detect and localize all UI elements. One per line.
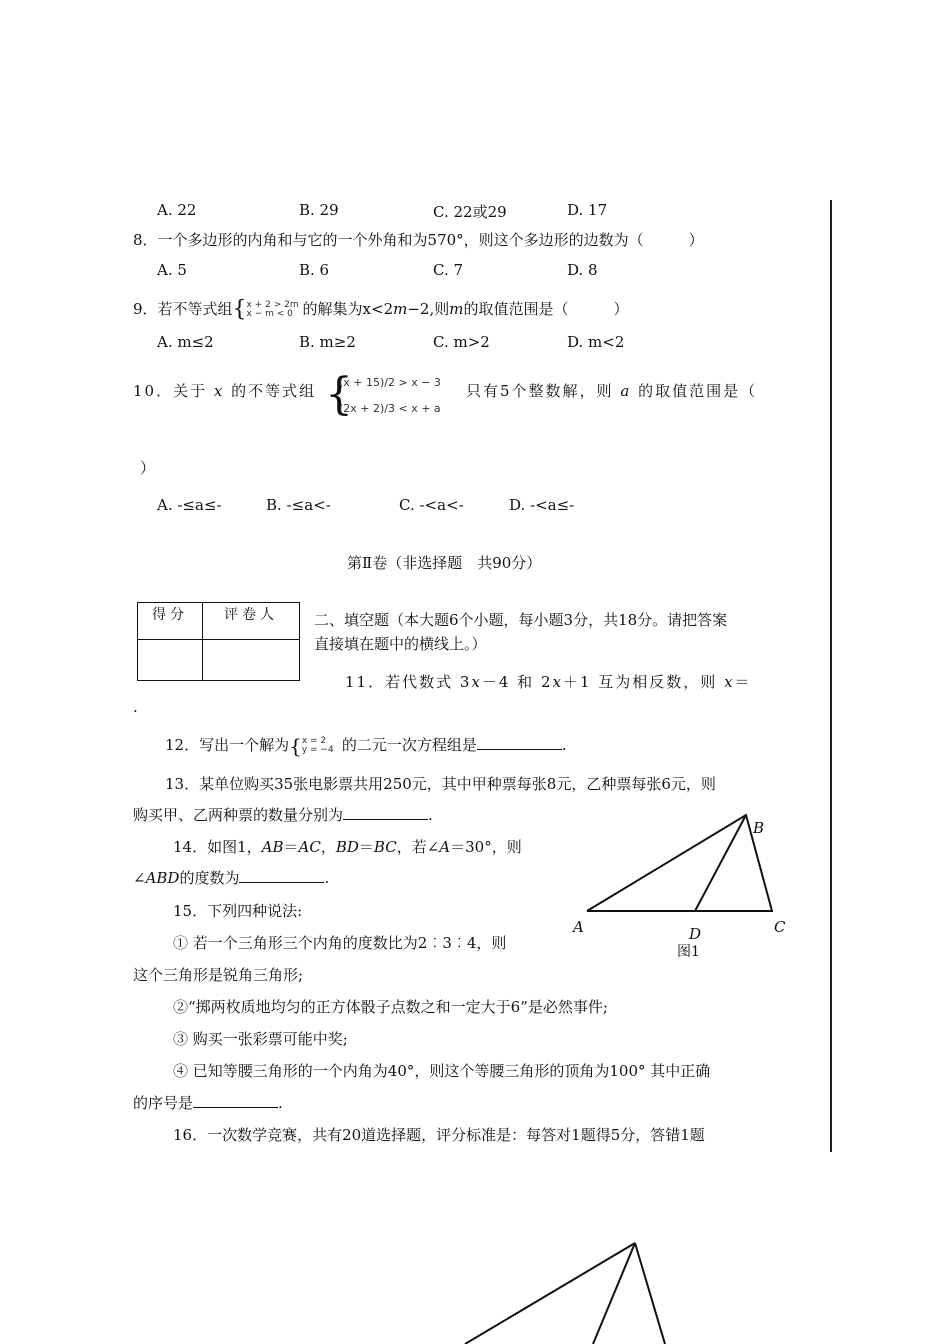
q13-line1: 13．某单位购买35张电影票共用250元，其中甲种票每张8元，乙种票每张6元，则 xyxy=(165,775,716,793)
q15-statement-1-line1: ① 若一个三角形三个内角的度数比为2︰3︰4，则 xyxy=(173,934,507,952)
q10-close-paren: ） xyxy=(140,459,156,477)
figure-label-b: B xyxy=(753,819,765,837)
q8-option-d: D. 8 xyxy=(567,261,598,279)
q9-system: x + 2 > 2m x − m < 0 xyxy=(246,300,299,319)
q9-option-d: D. m<2 xyxy=(567,333,625,351)
q7-option-c: C. 22或29 xyxy=(433,203,507,221)
q15-statement-4-line2: 的序号是 . xyxy=(133,1094,283,1112)
q11-text: 11．若代数式 3x－4 和 2x＋1 互为相反数，则 x＝ xyxy=(345,673,752,691)
q14-answer-blank[interactable] xyxy=(239,868,324,883)
score-table xyxy=(137,602,300,681)
grader-cell xyxy=(203,640,300,681)
q12-system: x = 2 y = −4 xyxy=(301,736,334,755)
q15-statement-2: ②“掷两枚质地均匀的正方体骰子点数之和一定大于6”是必然事件; xyxy=(173,998,608,1016)
figure-caption: 图1 xyxy=(677,944,700,960)
q9-option-a: A. m≤2 xyxy=(157,333,214,351)
q10-option-a: A. -≤a≤- xyxy=(157,496,222,514)
q15-answer-blank[interactable] xyxy=(193,1093,278,1108)
figure-label-c: C xyxy=(774,918,786,936)
part2-heading-line2: 直接填在题中的横线上。） xyxy=(314,635,487,653)
q12-answer-blank[interactable] xyxy=(477,735,562,750)
figure-label-a: A xyxy=(573,918,584,936)
q8-option-a: A. 5 xyxy=(157,261,187,279)
q10-text-cont: 只有5个整数解，则 a 的取值范围是（ xyxy=(466,382,758,400)
q10-option-c: C. -<a<- xyxy=(399,496,464,514)
q8-option-c: C. 7 xyxy=(433,261,464,279)
q15-statement-4-line1: ④ 已知等腰三角形的一个内角为40°，则这个等腰三角形的顶角为100° 其中正确 xyxy=(173,1062,711,1080)
q8-text: 8．一个多边形的内角和与它的一个外角和为570°，则这个多边形的边数为（ ） xyxy=(133,231,704,249)
q12-text: 12．写出一个解为{ x = 2 y = −4 的二元一次方程组是 . xyxy=(165,734,567,758)
triangle-abc xyxy=(587,815,772,911)
q10-text: 10．关于 x 的不等式组 xyxy=(133,382,317,400)
q7-option-a: A. 22 xyxy=(157,201,197,219)
q15-statement-1-line2: 这个三角形是锐角三角形; xyxy=(133,966,304,984)
q13-line2: 购买甲、乙两种票的数量分别为 . xyxy=(133,806,433,824)
q9-brace: { xyxy=(232,297,247,322)
grader-header: 评卷人 xyxy=(203,603,300,640)
q10-brace: { xyxy=(325,369,353,420)
q7-option-b: B. 29 xyxy=(299,201,339,219)
q13-answer-blank[interactable] xyxy=(343,805,428,820)
q11-line2: . xyxy=(133,698,138,716)
q14-line1: 14．如图1，AB＝AC，BD＝BC，若∠A＝30°，则 xyxy=(173,838,522,856)
q8-option-b: B. 6 xyxy=(299,261,330,279)
part2-heading-line1: 二、填空题（本大题6个小题，每小题3分，共18分。请把答案 xyxy=(314,611,728,629)
q9-text: 9．若不等式组{ x + 2 > 2m x − m < 0 的解集为x<2m−2,则m的取值范围是（ ） xyxy=(133,295,629,325)
q7-option-d: D. 17 xyxy=(567,201,608,219)
figure-label-d: D xyxy=(689,925,702,943)
q10-option-b: B. -≤a<- xyxy=(266,496,331,514)
bottom-triangle-figure xyxy=(455,1236,685,1344)
q15-intro: 15．下列四种说法: xyxy=(173,902,303,920)
q14-line2: ∠ABD的度数为 . xyxy=(133,869,330,887)
q9-option-c: C. m>2 xyxy=(433,333,490,351)
q9-option-b: B. m≥2 xyxy=(299,333,356,351)
q16-line1: 16．一次数学竞赛，共有20道选择题，评分标准是：每答对1题得5分，答错1题 xyxy=(173,1126,705,1144)
score-cell xyxy=(138,640,203,681)
q10-option-d: D. -<a≤- xyxy=(509,496,575,514)
score-header: 得分 xyxy=(138,603,203,640)
q15-statement-3: ③ 购买一张彩票可能中奖; xyxy=(173,1030,348,1048)
q9-prefix: 9．若不等式组 xyxy=(133,300,233,318)
margin-rule xyxy=(830,200,832,1152)
section2-title: 第Ⅱ卷（非选择题 共90分） xyxy=(347,554,542,572)
